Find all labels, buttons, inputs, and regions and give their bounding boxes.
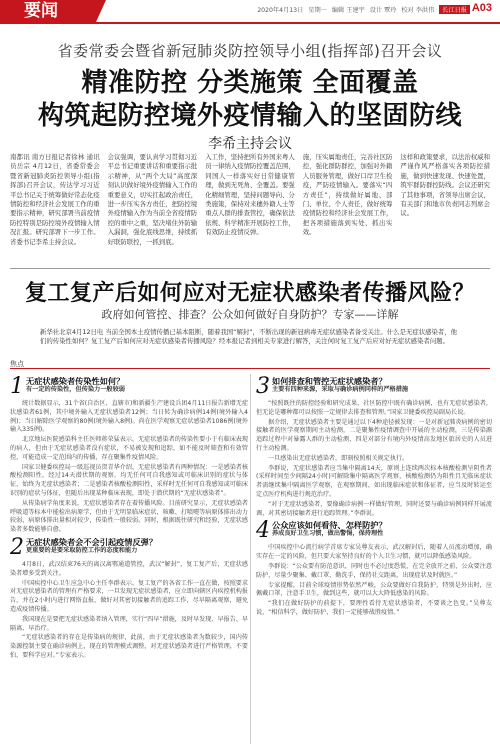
main-byline: 李希主持会议: [208, 136, 292, 152]
focus-rule: [10, 368, 490, 369]
q2-paragraph: 4月8日，武汉结束76天的离汉离鄂通道管控，武汉“解封”，复工复产后，无症状感染者增多受到关注。: [10, 560, 248, 577]
main-col-3: 入工作，坚持把所有外国来粤人员一律纳入疫情防控覆盖范围，同国人一样落实好日常健康管理，做到无死角、全覆盖。要强化精细管理，坚持问题导向、分类施策，保持对来穗外籍人士等重点人群的排查管控，确保依法依规、科学精准开展防控工作，有效防止疫情反弹。: [205, 153, 295, 237]
q1-header: [10, 376, 248, 398]
second-lead: 新华社北京4月12日电 当前全国本土疫情传播已基本阻断，随着我国“解封”，不断出现的新冠病毒无症状感染者备受关注。什么是无症状感染者，他们的传染性如何？复工复产后如何应对无症状感染者传播风险？经本报记者到相关专家进行解答，关注何时复工复产后应对好无症状感染者问题。: [40, 328, 458, 346]
main-kicker: 省委常委会暨省新冠肺炎防控领导小组(指挥部)召开会议: [57, 42, 443, 60]
q4-subtitle: 养成良好卫生习惯，做出警惕，保持理性: [272, 530, 384, 538]
left-column: [10, 374, 248, 744]
second-headline: 复工复产后如何应对无症状感染者传播风险？: [24, 281, 475, 306]
q2-number: 2: [10, 534, 24, 560]
q3-paragraph: “对于无症状感染者，要像确诊病例一样做好管理，同时还要与确诊病例同样开展流调，对其密切接触者进行追踪管理。”李群说。: [256, 500, 492, 517]
q3-title: 如何排查和管控无症状感染者？: [272, 376, 387, 386]
paper-tag: 长江日报: [439, 5, 470, 14]
column-divider: [250, 374, 251, 744]
q4-title: 公众应该如何看待、怎样防护？: [272, 520, 387, 531]
q4-paragraph: 李群说：“公众要有防范意识，同时也不必过度恐慌，在完全放开之前，公众要注意防护，尽量少聚集、戴口罩、勤洗手，保持社交距离，出现症状及时就医。”: [256, 562, 492, 579]
q1-paragraph: 从传染病学角度来说，无症状感染者存在着传播风险。目前研究显示，无症状感染者呼吸道等标本中能检出病原学，但由于无明显临床症状，咳嗽、打喷嚏等病原体排出动力较弱，病原体排出量相对较少，传染性一般较弱。同时，根据既往研究和经验，无症状感染者多数能够自愈。: [10, 499, 248, 534]
story-divider: [10, 268, 490, 269]
right-column: [256, 374, 492, 744]
q3-paragraph: 一旦感染出无症状感染者，即刻按照相关规定执行。: [268, 454, 409, 462]
q3-paragraph: 据介绍，无症状感染者主要是通过以下4种途径被发现：一是对新冠肺炎病例的密切接触者的医学观察期间主动检测，二是聚集性疫情调查中开展的主动检测，三是传染源追踪过程中对暴露人群的主动检测，四是对部分有境内外疫情高发地区旅居史的人员进行主动检测。: [256, 418, 492, 452]
q4-number: 4: [256, 518, 270, 544]
masthead-proof: 校对 李洪伟: [401, 7, 435, 14]
masthead-editor: 编辑 王建宇: [331, 7, 365, 14]
q1-paragraph: 统计数据显示，31个省(自治区、直辖市)和新疆生产建设兵团4月11日报告新增无症状感染者61例，其中境外输入无症状感染者12例；当日转为确诊病例14例(境外输入4例)；当日解除医学观察的80例(境外输入8例)。尚在医学观察无症状感染者1086例(境外输入335例)。: [10, 400, 248, 434]
masthead: [140, 5, 470, 14]
q1-number: 1: [10, 374, 24, 399]
q4-paragraph: 中国疾控中心流行病学首席专家吴尊友表示，武汉解封后，随着人员流动增加，确实存在一定的风险，但只要大家坚持良好的个人卫生习惯，就可以降低感染风险。: [256, 544, 492, 561]
q1-paragraph: 国家卫健委疾控局一级巡视员贺青华介绍，无症状感染者有两种情况：一是感染者核酸检测阳性，经过14天潜伏期的观察，均无任何可自我感知或可临床识别的症状与体征，始终为无症状感染者；二是感染者核酸检测阳性，采样时无任何可自我感知或可临床识别的症状与体征，但随后出现某种临床表现，即处于潜伏期的“无症状感染者”。: [10, 463, 248, 497]
main-col-4: 施，压实属地责任，完善社区防控，强化群防群控，加强对外籍人员服务管理，做好口岸卫生检疫，严防疫情输入。要落实“四方责任”，持续做好属地、部门、单位、个人责任，做好统筹疫情防控和经济社会发展工作，把各项措施落到实处、抓出实效。: [302, 153, 393, 237]
q2-paragraph: 中国疾控中心卫生应急中心主任李群表示，复工复产的各省工作一直在做，按照要求对无症状感染者的管理有严格要求，一旦发现无症状感染者，应立即向辖区内疾控机构报告，并在2小时内进行网络直报，做好对其密切接触者的追踪工作，尽早隔离观察，避免造成疫情传播。: [10, 579, 248, 613]
focus-label: 焦点: [10, 360, 24, 368]
q4-paragraph: “我们在做好防护的前提下，要理性看待无症状感染者，不要谈之色变。”吴尊友说，“相信科学，做好防护，我们一定能够战胜疫情。”: [256, 600, 492, 616]
q2-title: 无症状感染者会不会引起疫情反弹？: [26, 536, 158, 547]
q3-subtitle: 主要有四种来源，采取与确诊病例同样的严格措施: [272, 386, 409, 393]
q3-paragraph: “按照既往的防控经验和研究成果，社区防控中既有确诊病例，也有无症状感染者，但无论是哪种都可以按照一定规律去排查和管理。”国家卫健委疾控局副局长说。: [256, 400, 492, 416]
masthead-day: 星期一: [308, 7, 327, 14]
header-rule: [0, 22, 500, 24]
q2-subtitle: 更重要的是要采取防控工作的态度和能力: [26, 546, 138, 554]
main-col-5: 这样和政策要求，以法治权威和严谨作风严格落实各项防控措施，做到快速发现、快速处置，筑牢群防群控防线。会议还研究了其他事项，省领导出席会议，有关部门和地市负责同志列席会议。: [400, 153, 490, 218]
second-subhead: 政府如何管控、排查？公众如何做好自身防护？专家——详解: [101, 308, 399, 321]
q2-paragraph: 我国现在是要把无症状感染者纳入管理，实行“四早”措施，及时早发现、早报告、早隔离、早治疗。: [10, 615, 248, 632]
q1-title: 无症状感染者传染性如何？: [26, 376, 125, 386]
masthead-design: 设计 覃玲: [369, 7, 397, 14]
q3-paragraph: 李群说，无症状感染者应当集中隔离14天，原则上连续两次标本核酸检测呈阴性者(采样时间至少间隔24小时)可解除集中隔离医学观察，核酸检测仍为阳性且无临床症状者需继续集中隔离医学观察，在观察期间，如出现临床症状和体征者，应当及时转运至定点医疗机构进行规范治疗。: [256, 464, 492, 498]
main-headline-1: 精准防控 分类施策 全面覆盖: [81, 68, 419, 98]
main-story-body: [10, 153, 490, 261]
q2-paragraph: “无症状感染者的存在是传染病的规律，此前，由于无症状感染者为数较少，国内传染源控制主要在确诊病例上，现在的管理模式调整，对无症状感染者进行严格管理，不要怕，要科学应对。”专家表示。: [10, 634, 248, 659]
page-number: A03: [471, 2, 492, 14]
main-col-1: 南都讯 南方日报记者徐林 通讯员岳宗 4月12日，省委常委会暨省新冠肺炎防控领导小组(指挥部)召开会议，传达学习习近平总书记关于统筹做好常态化疫情防控和经济社会发展工作的重要指示精神，研究部署当前疫情防控特别是防控境外疫情输入情况汇报。研究部署下一步工作。省委书记李希主持会议。: [10, 153, 100, 246]
q4-paragraph: 专家提醒，目前全球疫情形势依然严峻，公众要做好自我防护，特别是外出时，应佩戴口罩，注意手卫生，做到这些，就可以大大降低感染的风险。: [256, 581, 492, 598]
q3-number: 3: [256, 374, 270, 399]
q3-header: [256, 376, 492, 398]
q2-header: [10, 534, 248, 560]
masthead-date: 2020年4月13日: [257, 7, 304, 14]
main-headline-2: 构筑起防控境外疫情输入的坚固防线: [37, 101, 462, 131]
main-col-2: 会议强调，要认真学习贯彻习近平总书记重要讲话和重要指示批示精神，从“两个大局”高度深刻认识做好境外疫情输入工作的重要意义，切实扛起政治责任，进一步压实各方责任，把防控境外疫情输入作为当前全省疫情防控的重中之重，坚决堵住外防输入漏洞，强化底线思维，持续抓好联防联控，一抓到底。: [107, 153, 198, 246]
section-tab: 要闻: [0, 0, 96, 22]
q1-subtitle: 有一定的传染性，但传染力一般较弱: [26, 386, 125, 393]
q4-header: [256, 520, 492, 542]
q1-paragraph: 北京地坛医院感染科主任医师蒋荣猛表示，无症状感染者的传染性要小于有临床表现的病人，但由于无症状感染者没有症状，不易被发现和追踪，如不能及时筛查和有效管控，可能造成一定范围内的传播，存在聚集性疫情风险。: [10, 436, 248, 461]
